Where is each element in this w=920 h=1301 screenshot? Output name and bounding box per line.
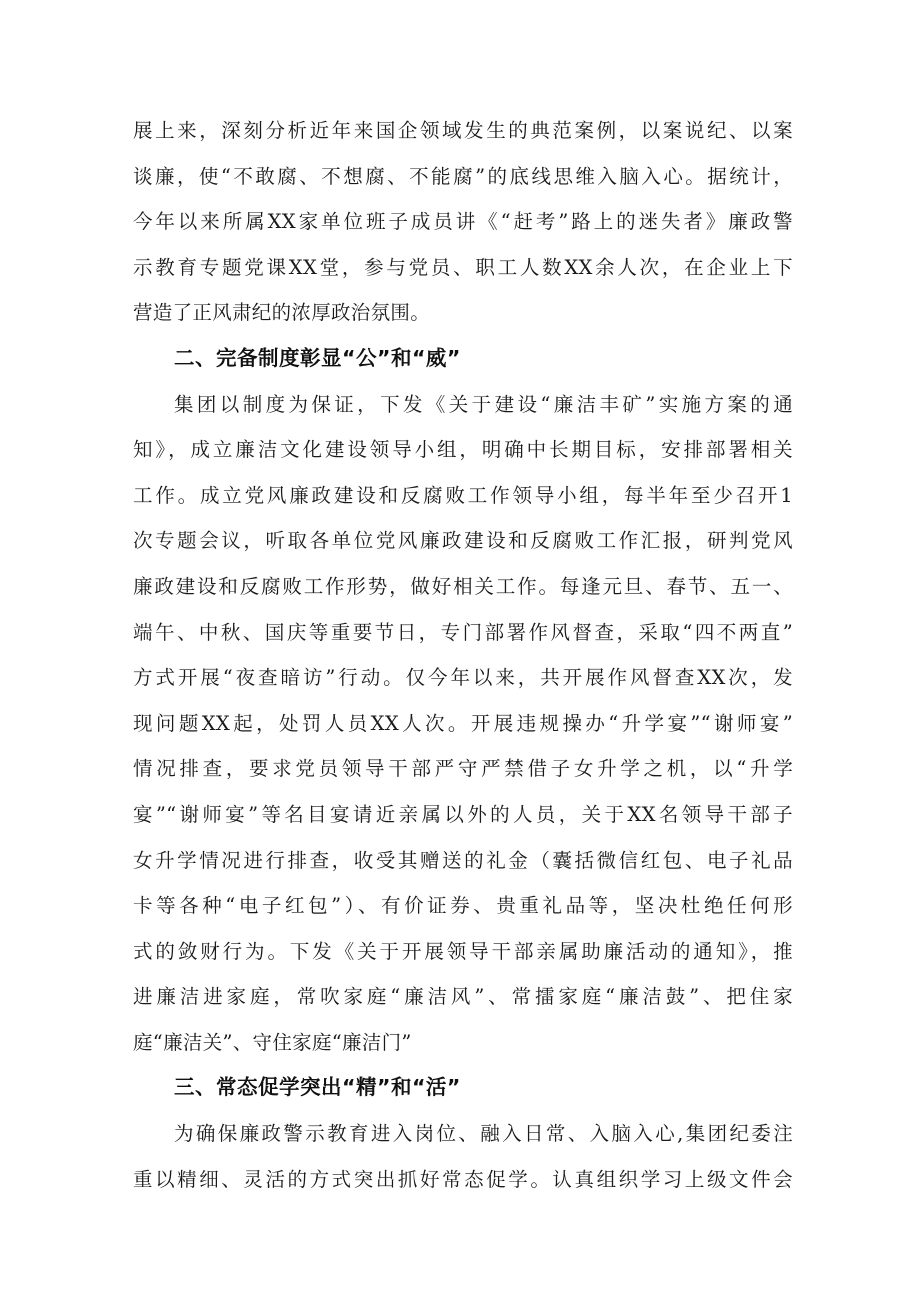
text-line: 工作。成立党风廉政建设和反腐败工作领导小组，每半年至少召开1 (133, 483, 793, 507)
section-heading-2: 二、完备制度彰显“公”和“威” (174, 345, 461, 370)
text-line: 卡等各种“电子红包”）、有价证券、贵重礼品等，坚决杜绝任何形 (133, 894, 793, 918)
text-line: 廉政建设和反腐败工作形势，做好相关工作。每逢元旦、春节、五一、 (133, 574, 793, 598)
text-line: 进廉洁进家庭，常吹家庭“廉洁风”、常擂家庭“廉洁鼓”、把住家 (133, 985, 793, 1009)
text-line: 情况排查，要求党员领导干部严守严禁借子女升学之机，以“升学 (133, 757, 793, 781)
text-line: 集团以制度为保证，下发《关于建设“廉洁丰矿”实施方案的通 (174, 392, 793, 416)
paragraph-1 (133, 108, 793, 336)
text-line: 今年以来所属XX家单位班子成员讲《“赶考”路上的迷失者》廉政警 (133, 210, 793, 234)
text-line: 展上来，深刻分析近年来国企领域发生的典范案例，以案说纪、以案 (133, 119, 793, 142)
text-line: 庭“廉洁关”、守住家庭“廉洁门” (133, 1030, 412, 1054)
text-line: 营造了正风肃纪的浓厚政治氛围。 (133, 301, 431, 325)
text-line: 次专题会议，听取各单位党风廉政建设和反腐败工作汇报，研判党风 (133, 529, 793, 553)
document-body (133, 108, 793, 1202)
text-line: 现问题XX起，处罚人员XX人次。开展违规操办“升学宴”“谢师宴” (133, 711, 793, 735)
text-line: 式的敛财行为。下发《关于开展领导干部亲属助廉活动的通知》，推 (133, 939, 793, 963)
text-line: 宴”“谢师宴”等名目宴请近亲属以外的人员，关于XX名领导干部子 (133, 802, 793, 826)
text-line: 示教育专题党课XX堂，参与党员、职工人数XX余人次，在企业上下 (133, 255, 793, 279)
paragraph-3 (133, 1111, 793, 1202)
text-line: 方式开展“夜查暗访”行动。仅今年以来，共开展作风督查XX次，发 (133, 666, 793, 690)
text-line: 重以精细、灵活的方式突出抓好常态促学。认真组织学习上级文件会 (133, 1167, 793, 1191)
text-line: 知》，成立廉洁文化建设领导小组，明确中长期目标，安排部署相关 (133, 438, 793, 462)
paragraph-2 (133, 382, 793, 1066)
section-heading-3: 三、常态促学突出“精”和“活” (174, 1075, 461, 1100)
text-line: 端午、中秋、国庆等重要节日，专门部署作风督查，采取“四不两直” (133, 620, 793, 644)
text-line: 为确保廉政警示教育进入岗位、融入日常、入脑入心,集团纪委注 (174, 1122, 793, 1146)
text-line: 女升学情况进行排查，收受其赠送的礼金（囊括微信红包、电子礼品 (133, 848, 793, 872)
text-line: 谈廉，使“不敢腐、不想腐、不能腐”的底线思维入脑入心。据统计， (133, 164, 793, 188)
